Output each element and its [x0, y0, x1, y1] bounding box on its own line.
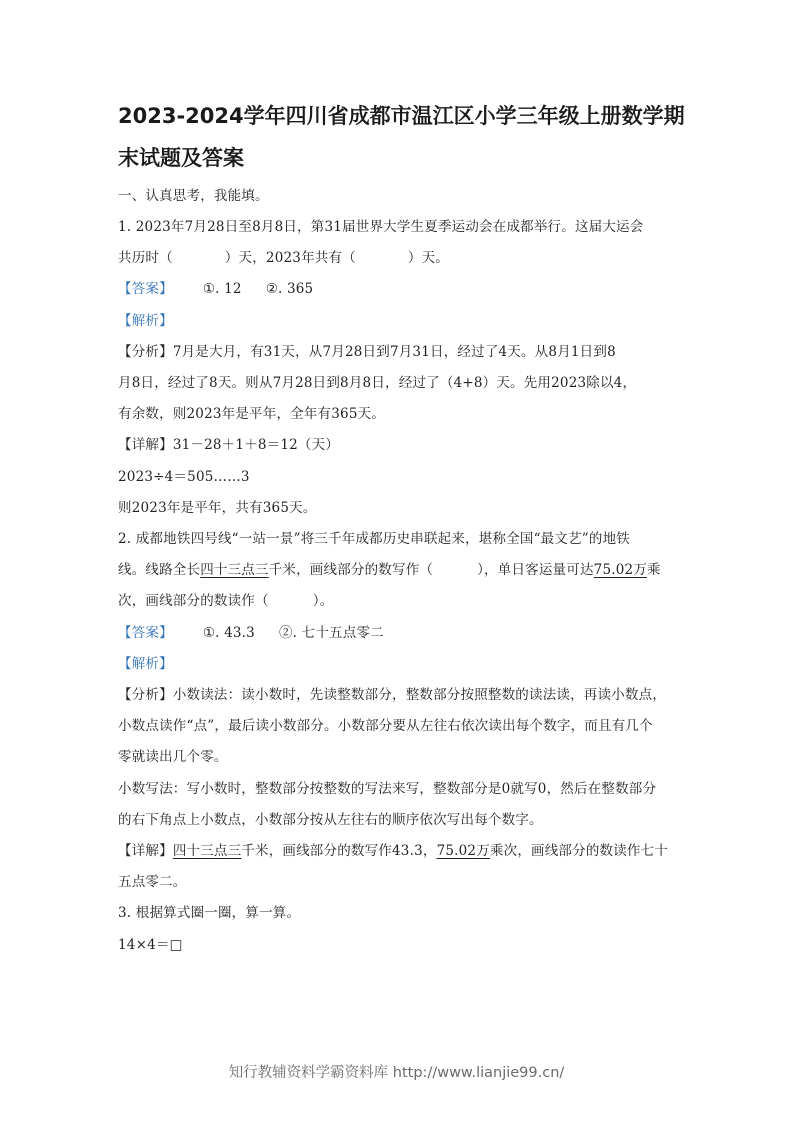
q2-xiangjie-line-1: [118, 841, 678, 861]
answer-tag: 【答案】: [118, 281, 173, 297]
q1-fenxi-line-3: 有余数，则2023年是平年，全年有365天。: [118, 406, 386, 422]
footer-watermark: 知行教辅资料学霸资料库 http://www.lianjie99.cn/: [228, 1065, 565, 1081]
q3-line-2: 14×4＝□: [118, 937, 183, 953]
q1-text: ）天，2023年共有（: [224, 250, 356, 266]
q1-xiangjie-line-2: 2023÷4＝505……3: [118, 469, 250, 485]
q2-fenxi-line-1: [118, 685, 678, 705]
q2-text: 次，画线部分的数读作（: [118, 593, 269, 609]
q2-write-line-1: 小数写法：写小数时，整数部分按整数的写法来写，整数部分是0就写0，然后在整数部分: [118, 781, 657, 797]
analysis-tag: 【解析】: [118, 656, 173, 672]
q1-text: 共历时（: [118, 250, 173, 266]
q2-line-2: [118, 560, 678, 580]
fenxi-tag: 【分析】: [118, 344, 173, 360]
analysis-tag: 【解析】: [118, 313, 173, 329]
q2-text: ），单日客运量可达: [477, 562, 594, 578]
q2-text: ）。: [312, 593, 334, 609]
underlined-number: 四十三点三: [200, 562, 269, 578]
q2-xiangjie-line-2: 五点零二。: [118, 874, 187, 890]
xiangjie-text: 31－28＋1＋8＝12（天）: [172, 437, 340, 453]
fenxi-text: 小数读法：读小数时，先读整数部分，整数部分按照整数的读法读，再读小数点，: [172, 687, 667, 703]
title-line-1: 2023-2024学年四川省成都市温江区小学三年级上册数学期: [118, 104, 685, 128]
fenxi-text: 7月是大月，有31天，从7月28日到7月31日，经过了4天。从8月1日到8: [172, 344, 616, 360]
underlined-number: 75.02万: [593, 562, 648, 578]
q1-text: ）天。: [407, 250, 449, 266]
section-heading: 一、认真思考，我能填。: [118, 188, 269, 204]
answer-value: ①. 43.3: [202, 625, 255, 641]
q1-fenxi-line-2: 月8日，经过了8天。则从7月28日到8月8日，经过了（4+8）天。先用2023除以4，: [118, 375, 637, 391]
answer-value: ②. 七十五点零二: [278, 625, 384, 641]
q2-fenxi-line-2: 小数点读作“点”，最后读小数部分。小数部分要从左往右依次读出每个数字，而且有几个: [118, 718, 653, 734]
q2-fenxi-line-3: 零就读出几个零。: [118, 749, 228, 765]
xiangjie-text: 乘次，画线部分的数读作七十: [489, 843, 669, 859]
q1-line-2: [118, 248, 678, 268]
q2-line-3: [118, 591, 678, 611]
underlined-number: 四十三点三: [172, 843, 242, 859]
q1-line-1: 1. 2023年7月28日至8月8日，第31届世界大学生夏季运动会在成都举行。这届大运会: [118, 219, 644, 235]
xiangjie-tag: 【详解】: [118, 437, 173, 453]
q2-line-1: 2. 成都地铁四号线“一站一景”将三千年成都历史串联起来，堪称全国“最文艺”的地铁: [118, 531, 630, 547]
fenxi-tag: 【分析】: [118, 687, 173, 703]
q2-text: 乘: [647, 562, 661, 578]
answer-value: ①. 12: [202, 281, 242, 297]
q1-answer: [118, 279, 678, 299]
q2-write-line-2: 的右下角点上小数点，小数部分按从左往右的顺序依次写出每个数字。: [118, 812, 543, 828]
q2-answer: [118, 623, 678, 643]
title-line-2: 末试题及答案: [118, 146, 244, 170]
q2-text: 千米，画线部分的数写作（: [268, 562, 434, 578]
q1-xiangjie-line-1: [118, 435, 678, 455]
underlined-number: 75.02万: [436, 843, 490, 859]
q3-line-1: 3. 根据算式圈一圈，算一算。: [118, 905, 301, 921]
xiangjie-text: 千米，画线部分的数写作43.3，: [241, 843, 437, 859]
xiangjie-tag: 【详解】: [118, 843, 173, 859]
q2-text: 线。线路全长: [118, 562, 201, 578]
q1-fenxi-line-1: [118, 342, 678, 362]
answer-tag: 【答案】: [118, 625, 173, 641]
q1-xiangjie-line-3: 则2023年是平年，共有365天。: [118, 500, 317, 516]
answer-value: ②. 365: [265, 281, 314, 297]
